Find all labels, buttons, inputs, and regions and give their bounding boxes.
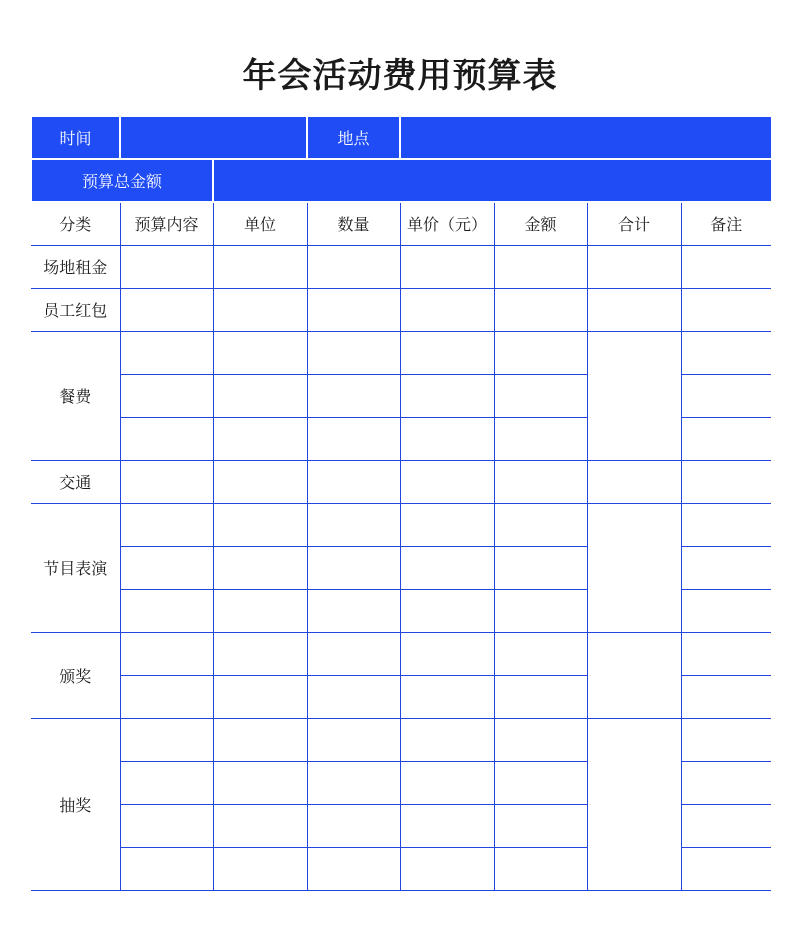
cell[interactable]: [120, 761, 213, 804]
cell[interactable]: [587, 288, 681, 331]
cell[interactable]: [120, 718, 213, 761]
cell[interactable]: [494, 503, 587, 546]
col-header-content: 预算内容: [120, 202, 213, 245]
cell[interactable]: [307, 589, 400, 632]
cell[interactable]: [400, 675, 494, 718]
table-row: [31, 503, 771, 546]
cell[interactable]: [400, 546, 494, 589]
subtotal-cell[interactable]: [587, 503, 681, 632]
cell[interactable]: [681, 503, 771, 546]
cell[interactable]: [213, 460, 307, 503]
cell[interactable]: [307, 546, 400, 589]
cell[interactable]: [120, 417, 213, 460]
cell[interactable]: [681, 331, 771, 374]
cell[interactable]: [681, 374, 771, 417]
cell[interactable]: [681, 546, 771, 589]
cell[interactable]: [494, 417, 587, 460]
cell[interactable]: [213, 503, 307, 546]
table-row: [31, 288, 771, 331]
cell[interactable]: [213, 718, 307, 761]
cell[interactable]: [400, 460, 494, 503]
subtotal-cell[interactable]: [587, 718, 681, 890]
category-venue: 场地租金: [31, 245, 120, 288]
cell[interactable]: [494, 589, 587, 632]
cell[interactable]: [307, 245, 400, 288]
time-place-row: [31, 116, 771, 159]
cell[interactable]: [494, 718, 587, 761]
cell[interactable]: [213, 804, 307, 847]
cell[interactable]: [587, 245, 681, 288]
cell[interactable]: [307, 804, 400, 847]
category-transport: 交通: [31, 460, 120, 503]
cell[interactable]: [307, 718, 400, 761]
total-budget-field[interactable]: [213, 159, 771, 202]
category-show: 节目表演: [31, 503, 120, 632]
cell[interactable]: [307, 417, 400, 460]
total-budget-label: 预算总金额: [31, 159, 213, 202]
subtotal-cell[interactable]: [587, 632, 681, 718]
cell[interactable]: [494, 632, 587, 675]
cell[interactable]: [213, 288, 307, 331]
cell[interactable]: [307, 374, 400, 417]
cell[interactable]: [307, 632, 400, 675]
place-field[interactable]: [400, 116, 771, 159]
cell[interactable]: [120, 245, 213, 288]
cell[interactable]: [681, 460, 771, 503]
cell[interactable]: [681, 632, 771, 675]
cell[interactable]: [494, 847, 587, 890]
page-title: 年会活动费用预算表: [242, 56, 558, 96]
cell[interactable]: [120, 804, 213, 847]
cell[interactable]: [494, 675, 587, 718]
cell[interactable]: [681, 288, 771, 331]
subtotal-cell[interactable]: [587, 331, 681, 460]
category-meal: 餐费: [31, 331, 120, 460]
cell[interactable]: [681, 847, 771, 890]
cell[interactable]: [120, 589, 213, 632]
cell[interactable]: [400, 847, 494, 890]
cell[interactable]: [213, 546, 307, 589]
table-row: [31, 632, 771, 675]
cell[interactable]: [307, 460, 400, 503]
cell[interactable]: [120, 288, 213, 331]
cell[interactable]: [400, 288, 494, 331]
cell[interactable]: [681, 761, 771, 804]
cell[interactable]: [681, 245, 771, 288]
cell[interactable]: [213, 331, 307, 374]
cell[interactable]: [120, 847, 213, 890]
cell[interactable]: [494, 546, 587, 589]
cell[interactable]: [400, 331, 494, 374]
cell[interactable]: [681, 804, 771, 847]
cell[interactable]: [494, 331, 587, 374]
place-label: 地点: [307, 116, 400, 159]
cell[interactable]: [307, 847, 400, 890]
cell[interactable]: [120, 632, 213, 675]
cell[interactable]: [400, 718, 494, 761]
col-header-remark: 备注: [681, 202, 771, 245]
cell[interactable]: [400, 804, 494, 847]
cell[interactable]: [494, 288, 587, 331]
cell[interactable]: [307, 331, 400, 374]
cell[interactable]: [400, 245, 494, 288]
cell[interactable]: [213, 847, 307, 890]
cell[interactable]: [494, 804, 587, 847]
cell[interactable]: [587, 460, 681, 503]
cell[interactable]: [213, 589, 307, 632]
column-header-row: [31, 202, 771, 245]
cell[interactable]: [681, 675, 771, 718]
cell[interactable]: [681, 417, 771, 460]
category-lottery: 抽奖: [31, 718, 120, 890]
cell[interactable]: [494, 374, 587, 417]
col-header-category: 分类: [31, 202, 120, 245]
cell[interactable]: [400, 761, 494, 804]
col-header-amount: 金额: [494, 202, 587, 245]
total-budget-row: [31, 159, 771, 202]
cell[interactable]: [120, 460, 213, 503]
cell[interactable]: [400, 503, 494, 546]
cell[interactable]: [494, 761, 587, 804]
cell[interactable]: [120, 503, 213, 546]
cell[interactable]: [213, 632, 307, 675]
table-row: [31, 245, 771, 288]
cell[interactable]: [307, 503, 400, 546]
cell[interactable]: [307, 288, 400, 331]
cell[interactable]: [400, 374, 494, 417]
cell[interactable]: [400, 589, 494, 632]
cell[interactable]: [400, 417, 494, 460]
cell[interactable]: [120, 374, 213, 417]
table-row: [31, 718, 771, 761]
col-header-unit: 单位: [213, 202, 307, 245]
cell[interactable]: [213, 761, 307, 804]
col-header-unit-price: 单价（元）: [400, 202, 494, 245]
cell[interactable]: [681, 589, 771, 632]
cell[interactable]: [120, 546, 213, 589]
category-bonus: 员工红包: [31, 288, 120, 331]
cell[interactable]: [213, 245, 307, 288]
time-label: 时间: [31, 116, 120, 159]
cell[interactable]: [213, 374, 307, 417]
table-row: [31, 460, 771, 503]
table-row: [31, 331, 771, 374]
cell[interactable]: [681, 718, 771, 761]
col-header-quantity: 数量: [307, 202, 400, 245]
col-header-subtotal: 合计: [587, 202, 681, 245]
cell[interactable]: [120, 331, 213, 374]
cell[interactable]: [213, 675, 307, 718]
time-field[interactable]: [120, 116, 307, 159]
cell[interactable]: [400, 632, 494, 675]
budget-table: [30, 115, 771, 891]
cell[interactable]: [307, 761, 400, 804]
cell[interactable]: [213, 417, 307, 460]
cell[interactable]: [120, 675, 213, 718]
cell[interactable]: [494, 245, 587, 288]
cell[interactable]: [494, 460, 587, 503]
category-award: 颁奖: [31, 632, 120, 718]
cell[interactable]: [307, 675, 400, 718]
